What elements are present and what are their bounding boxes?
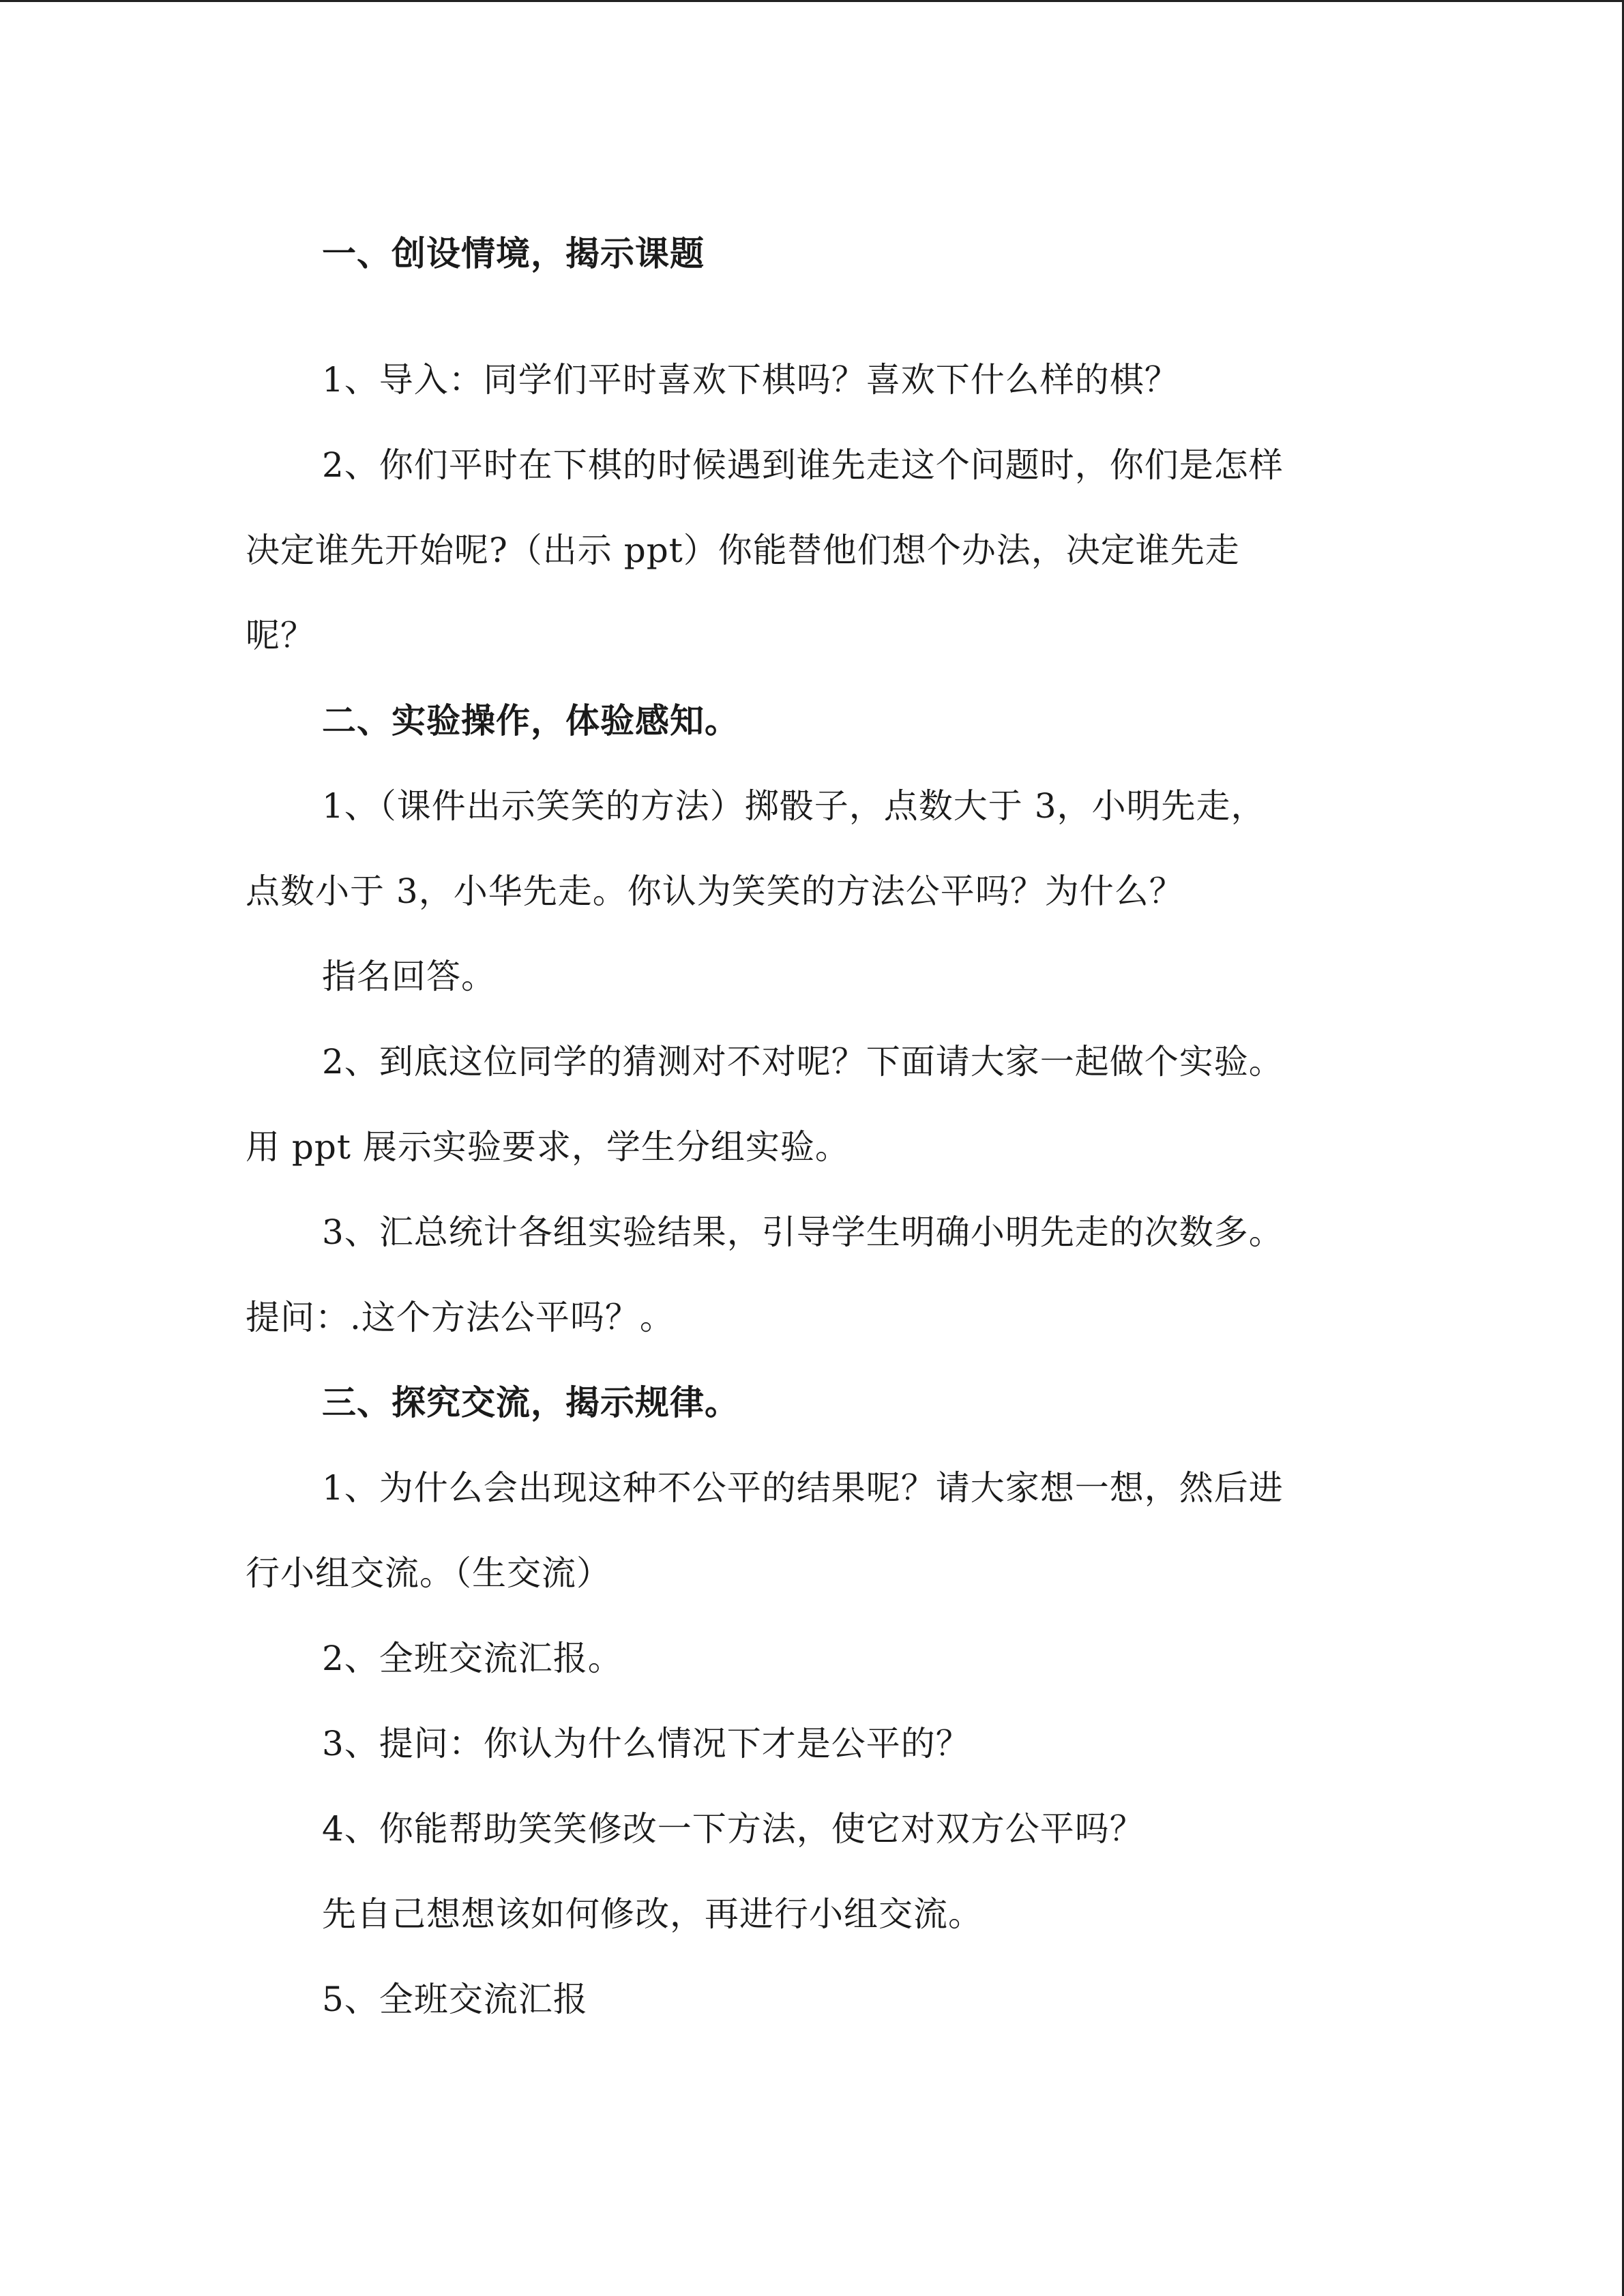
section-1-line-3: 决定谁先开始呢?（出示 ppt）你能替他们想个办法，决定谁先走 [246,531,1240,570]
section-2-line-6: 3、汇总统计各组实验结果，引导学生明确小明先走的次数多。 [322,1212,1284,1252]
section-3-heading: 三、探究交流，揭示规律。 [322,1383,739,1422]
section-2-heading: 二、实验操作，体验感知。 [322,701,739,741]
section-3-line-4: 3、提问：你认为什么情况下才是公平的？ [322,1724,971,1763]
section-3-line-2: 行小组交流。（生交流） [246,1553,611,1593]
section-2-line-3: 指名回答。 [322,957,496,996]
section-1-line-4: 呢？ [246,616,315,655]
section-1-line-2: 2、你们平时在下棋的时候遇到谁先走这个问题时，你们是怎样 [322,445,1284,485]
section-2-line-2: 点数小于 3，小华先走。你认为笑笑的方法公平吗？为什么？ [246,871,1184,911]
section-2-line-1: 1、（课件出示笑笑的方法）掷骰子，点数大于 3，小明先走， [322,786,1266,826]
section-1-line-1: 1、导入：同学们平时喜欢下棋吗？喜欢下什么样的棋？ [322,360,1179,400]
section-2-line-4: 2、到底这位同学的猜测对不对呢？下面请大家一起做个实验。 [322,1042,1284,1082]
section-3-line-6: 先自己想想该如何修改，再进行小组交流。 [322,1894,983,1934]
section-3-line-7: 5、全班交流汇报 [322,1980,588,2019]
section-2-line-5: 用 ppt 展示实验要求，学生分组实验。 [246,1127,850,1167]
page-top-border [0,0,1624,2]
section-3-line-5: 4、你能帮助笑笑修改一下方法，使它对双方公平吗？ [322,1809,1145,1849]
document-body [246,211,1378,2042]
section-3-line-1: 1、为什么会出现这种不公平的结果呢？请大家想一想，然后进 [322,1468,1284,1508]
section-1-heading: 一、创设情境，揭示课题 [322,234,705,273]
section-3-line-3: 2、全班交流汇报。 [322,1639,623,1678]
section-2-line-7: 提问：.这个方法公平吗？。 [246,1298,675,1337]
